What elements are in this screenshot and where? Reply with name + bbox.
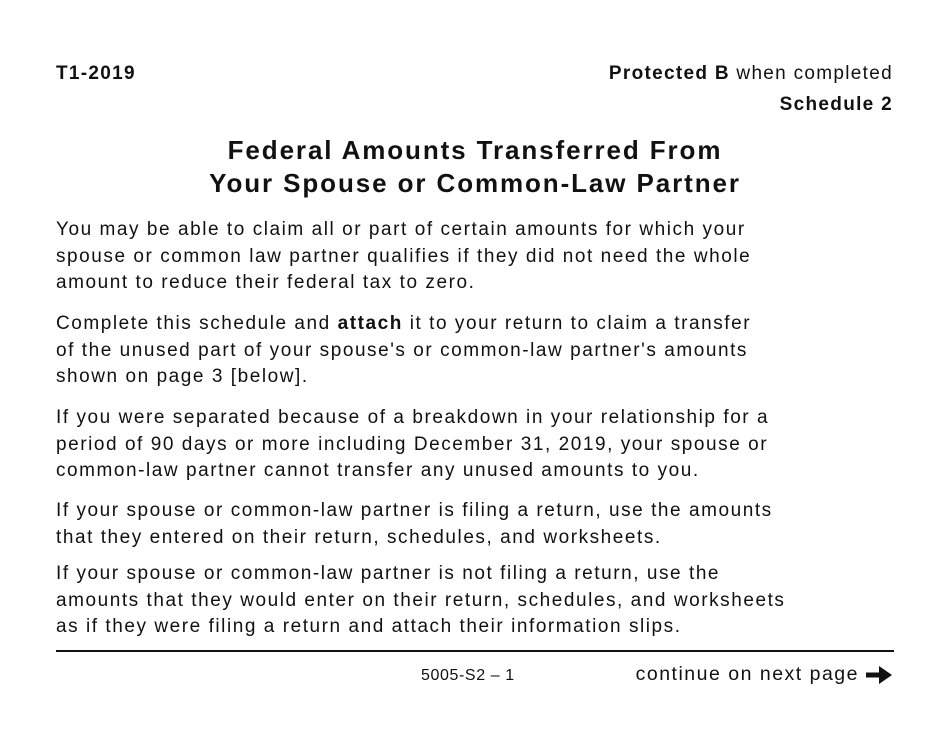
footer-divider [56,650,894,652]
protected-b-notice [609,63,893,85]
schedule-number: Schedule 2 [779,94,893,115]
attach-bold-word: attach [337,313,403,334]
paragraph-line: spouse or common law partner qualifies if they did not need the whole [56,245,752,267]
paragraph-line: You may be able to claim all or part of certain amounts for which your [56,219,746,240]
paragraph-line: If your spouse or common-law partner is filing a return, use the amounts [56,500,773,521]
continue-on-next-page [636,663,893,686]
paragraph-line [56,311,916,338]
filing-return-paragraph [56,498,916,551]
paragraph-line: that they entered on their return, schedules, and worksheets. [56,526,662,548]
continue-label: continue on next page [635,663,859,685]
separation-paragraph [56,405,916,485]
paragraph-line: of the unused part of your spouse's or common-law partner's amounts [56,339,748,361]
paragraph-line: period of 90 days or more including December 31, 2019, your spouse or [56,433,769,455]
paragraph-line: amounts that they would enter on their return, schedules, and worksheets [56,589,786,611]
attach-text-before: Complete this schedule and [56,313,338,334]
page-title [0,134,950,200]
intro-paragraph [56,217,916,297]
page-title-line-2: Your Spouse or Common-Law Partner [209,168,741,198]
paragraph-line: common-law partner cannot transfer any unused amounts to you. [56,460,700,481]
paragraph-line: If your spouse or common-law partner is not filing a return, use the [56,563,721,584]
protected-b-suffix: when completed [729,63,893,84]
arrow-right-icon [865,664,893,686]
protected-b-label: Protected B [608,63,730,84]
form-code-page-number: 5005-S2 – 1 [421,667,515,684]
attach-instructions-paragraph [56,311,916,391]
form-id: T1-2019 [56,63,136,84]
page-title-line-1: Federal Amounts Transferred From [227,135,723,165]
paragraph-line: amount to reduce their federal tax to zero. [56,272,476,293]
paragraph-line: shown on page 3 [below]. [56,366,309,387]
not-filing-return-paragraph [56,561,916,641]
paragraph-line: If you were separated because of a breakdown in your relationship for a [56,407,770,428]
paragraph-line: as if they were filing a return and attach their information slips. [56,616,682,637]
attach-text-after: it to your return to claim a transfer [402,313,752,334]
